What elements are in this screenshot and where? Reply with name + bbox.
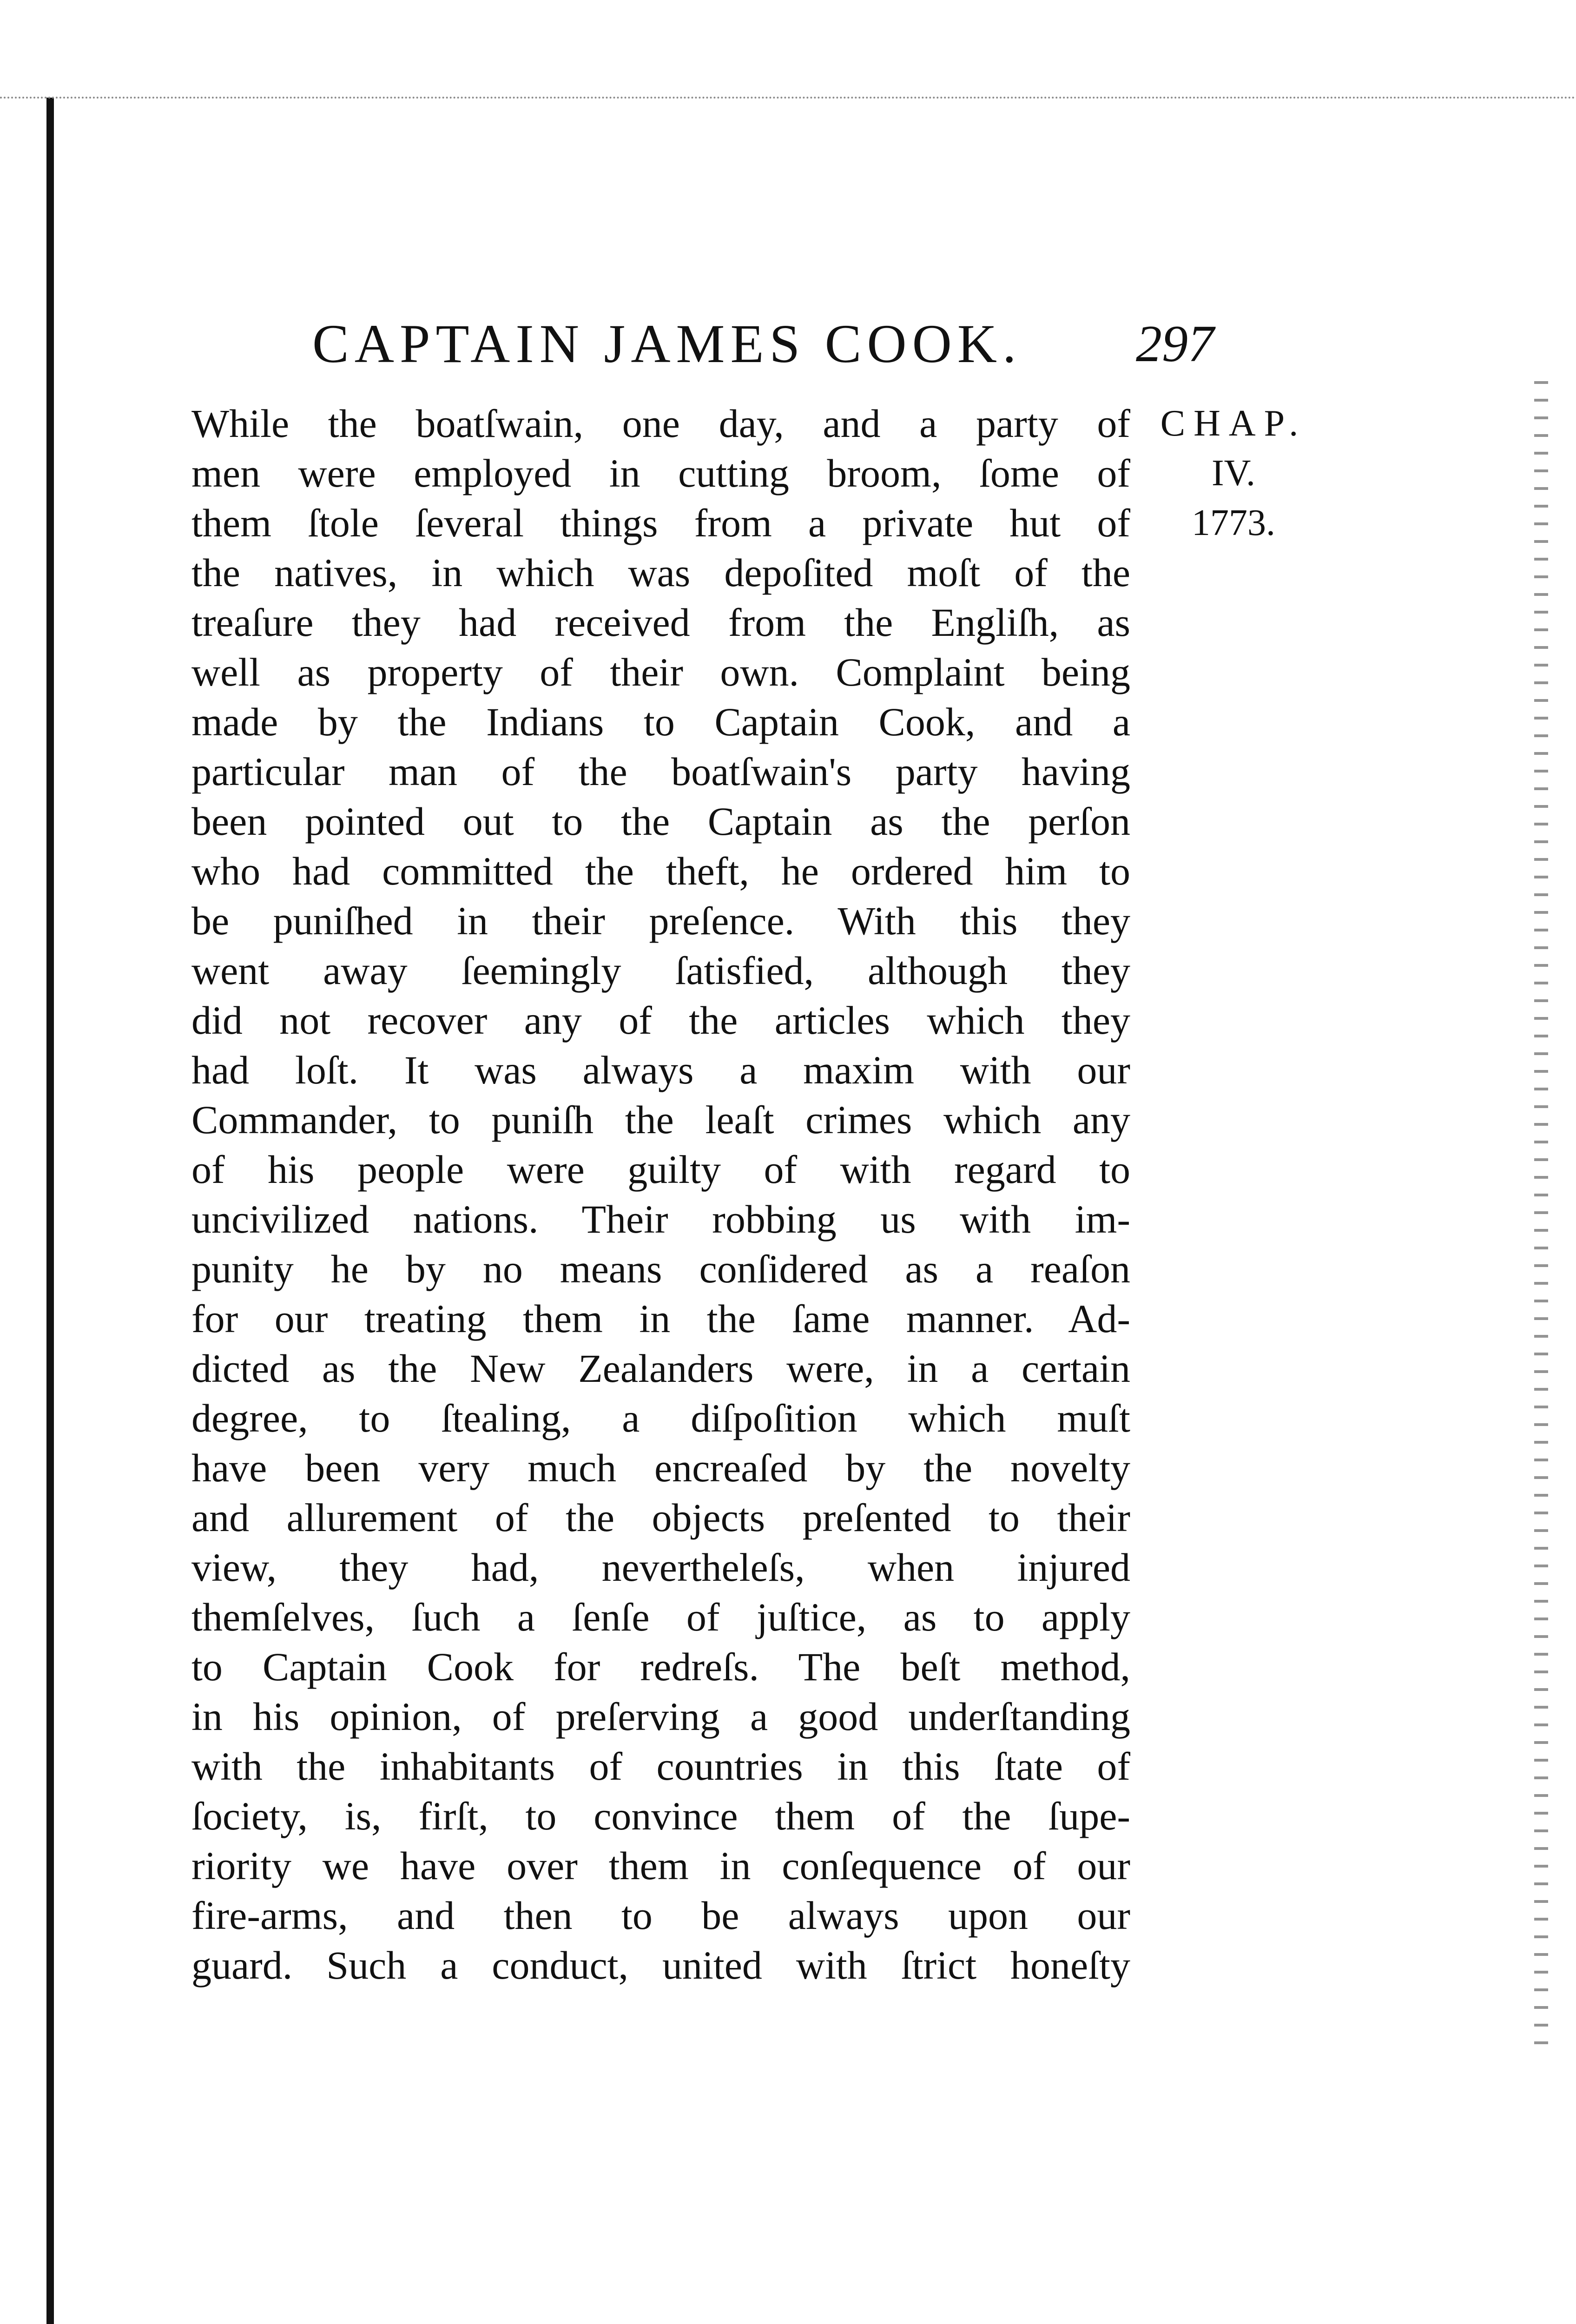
scan-edge-speckle <box>1534 381 1548 2054</box>
margin-chapter-number: IV. <box>1211 453 1256 494</box>
text-line: with the inhabitants of countries in this ſtate of <box>191 1744 1130 1789</box>
margin-note <box>1150 399 1317 548</box>
text-line: the natives, in which was depoſited moſt of the <box>191 550 1130 595</box>
text-line: them ſtole ſeveral things from a private hut of <box>191 501 1130 545</box>
text-line: for our treating them in the ſame manner. Ad- <box>191 1296 1130 1341</box>
text-line: uncivilized nations. Their robbing us with im- <box>191 1197 1130 1241</box>
text-line: While the boatſwain, one day, and a party of <box>191 401 1130 446</box>
text-line: been pointed out to the Captain as the perſon <box>191 799 1130 844</box>
text-line: men were employed in cutting broom, ſome of <box>191 451 1130 495</box>
margin-chapter-label: CHAP. <box>1160 403 1307 444</box>
margin-year: 1773. <box>1192 502 1275 543</box>
text-line: had loſt. It was always a maxim with our <box>191 1048 1130 1092</box>
running-title: CAPTAIN JAMES COOK. <box>312 313 1022 374</box>
text-line: degree, to ſtealing, a diſpoſition which muſt <box>191 1396 1130 1440</box>
text-line: did not recover any of the articles which they <box>191 998 1130 1043</box>
text-line: well as property of their own. Complaint being <box>191 650 1130 694</box>
text-line: went away ſeemingly ſatisfied, although they <box>191 948 1130 993</box>
text-line: who had committed the theft, he ordered him to <box>191 849 1130 893</box>
running-head <box>312 312 1214 377</box>
text-line: ſociety, is, firſt, to convince them of the ſupe- <box>191 1794 1130 1838</box>
text-line: view, they had, nevertheleſs, when injured <box>191 1545 1130 1590</box>
text-line: Commander, to puniſh the leaſt crimes which any <box>191 1097 1130 1142</box>
text-line: themſelves, ſuch a ſenſe of juſtice, as to apply <box>191 1595 1130 1639</box>
text-line: fire-arms, and then to be always upon our <box>191 1893 1130 1938</box>
text-line: particular man of the boatſwain's party having <box>191 749 1130 794</box>
text-line: guard. Such a conduct, united with ſtrict honeſty <box>191 1943 1130 1987</box>
text-line: made by the Indians to Captain Cook, and a <box>191 700 1130 744</box>
text-line: and allurement of the objects preſented to their <box>191 1495 1130 1540</box>
text-line: punity he by no means conſidered as a reaſon <box>191 1247 1130 1291</box>
page-number: 297 <box>1136 315 1214 373</box>
text-line: treaſure they had received from the Engliſh, as <box>191 600 1130 645</box>
text-line: of his people were guilty of with regard to <box>191 1147 1130 1192</box>
text-line: be puniſhed in their preſence. With this they <box>191 898 1130 943</box>
text-line: in his opinion, of preſerving a good underſtanding <box>191 1694 1130 1739</box>
text-line: dicted as the New Zealanders were, in a certain <box>191 1346 1130 1391</box>
scan-top-rule <box>0 97 1576 99</box>
page-binding-edge <box>46 98 54 2324</box>
text-line: to Captain Cook for redreſs. The beſt method, <box>191 1644 1130 1689</box>
text-line: riority we have over them in conſequence of our <box>191 1843 1130 1888</box>
body-text <box>191 399 1130 1990</box>
text-line: have been very much encreaſed by the novelty <box>191 1446 1130 1490</box>
